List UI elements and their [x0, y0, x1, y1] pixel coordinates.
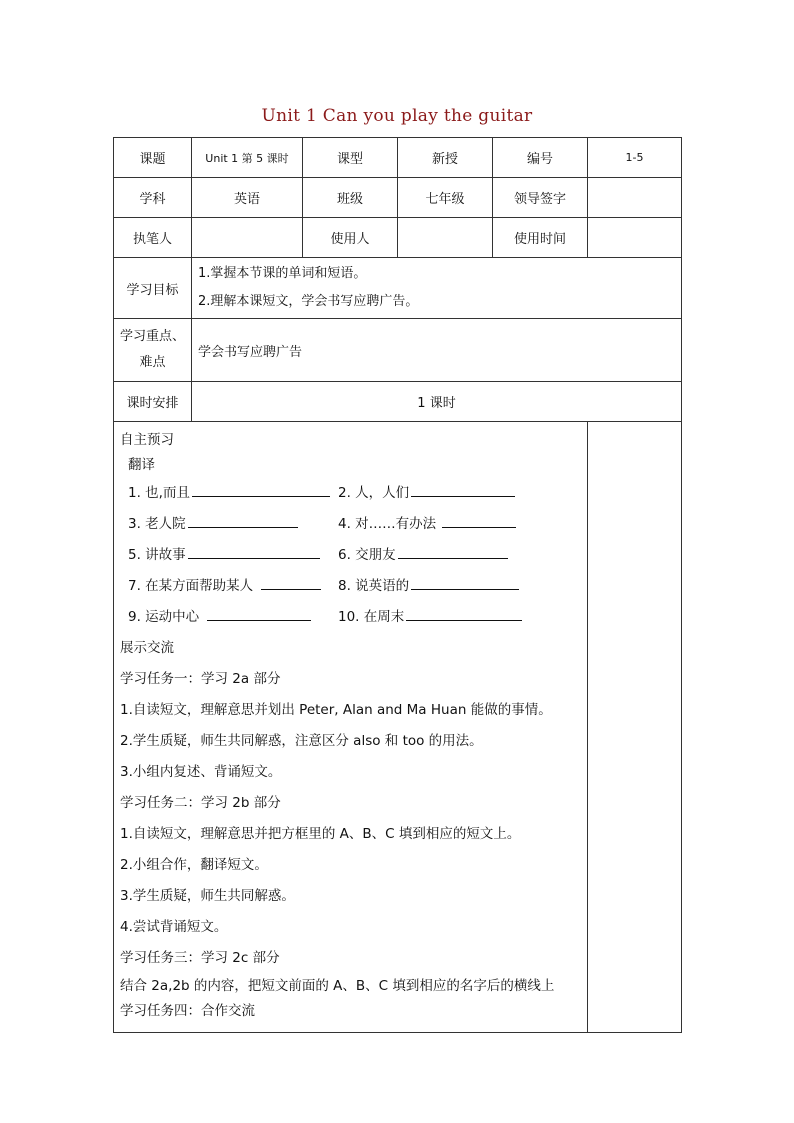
- label-user: 使用人: [303, 218, 398, 258]
- task-1-item: 1.自读短文，理解意思并划出 Peter, Alan and Ma Huan 能做的事情。: [120, 702, 552, 718]
- vocab-row: [120, 571, 581, 602]
- task-2-item: 4.尝试背诵短文。: [120, 919, 228, 935]
- answer-blank[interactable]: [261, 575, 321, 590]
- value-class: 七年级: [398, 178, 493, 218]
- vocab-item: 4. 对……有办法: [338, 516, 437, 532]
- vocab-row: [120, 478, 581, 509]
- header-row-2: [114, 178, 682, 218]
- header-row-1: [114, 138, 682, 178]
- task-2-item: 2.小组合作，翻译短文。: [120, 857, 268, 873]
- value-lesson-type: 新授: [398, 138, 493, 178]
- task-3-heading: 学习任务三：学习 2c 部分: [120, 950, 280, 966]
- vocab-item: 5. 讲故事: [128, 547, 186, 563]
- answer-blank[interactable]: [207, 606, 311, 621]
- answer-blank[interactable]: [411, 482, 515, 497]
- label-schedule: 课时安排: [114, 382, 192, 422]
- objectives-list: [192, 258, 682, 319]
- label-focus: [114, 319, 192, 382]
- body-row: [114, 422, 682, 1033]
- vocab-row: [120, 602, 581, 633]
- answer-blank[interactable]: [188, 513, 298, 528]
- label-objectives: 学习目标: [114, 258, 192, 319]
- objective-item: 1.掌握本节课的单词和短语。: [198, 266, 367, 281]
- label-lesson-type: 课型: [303, 138, 398, 178]
- answer-blank[interactable]: [442, 513, 516, 528]
- value-use-time[interactable]: [588, 218, 682, 258]
- vocab-item: 6. 交朋友: [338, 547, 396, 563]
- vocab-item: 1. 也,而且: [128, 485, 190, 501]
- label-number: 编号: [493, 138, 588, 178]
- answer-blank[interactable]: [411, 575, 519, 590]
- label-focus-line-1: 学习重点、: [119, 329, 185, 344]
- objective-item: 2.理解本课短文，学会书写应聘广告。: [198, 294, 419, 309]
- schedule-text: 1 课时: [192, 382, 682, 422]
- task-3-text: 结合 2a,2b 的内容，把短文前面的 A、B、C 填到相应的名字后的横线上: [120, 978, 555, 994]
- label-subject: 学科: [114, 178, 192, 218]
- answer-blank[interactable]: [188, 544, 320, 559]
- value-user[interactable]: [398, 218, 493, 258]
- vocab-item: 8. 说英语的: [338, 578, 410, 594]
- task-2-item: 1.自读短文，理解意思并把方框里的 A、B、C 填到相应的短文上。: [120, 826, 521, 842]
- lesson-plan-table: [113, 137, 682, 1033]
- objectives-row: [114, 258, 682, 319]
- task-2-heading: 学习任务二：学习 2b 部分: [120, 795, 281, 811]
- task-4-heading: 学习任务四：合作交流: [120, 1003, 255, 1019]
- label-topic: 课题: [114, 138, 192, 178]
- task-1-heading: 学习任务一：学习 2a 部分: [120, 671, 281, 687]
- vocab-row: [120, 509, 581, 540]
- document-title: Unit 1 Can you play the guitar: [261, 106, 533, 126]
- header-row-3: [114, 218, 682, 258]
- side-notes-column[interactable]: [588, 422, 682, 1033]
- vocab-item: 2. 人，人们: [338, 485, 410, 501]
- value-leader-signature[interactable]: [588, 178, 682, 218]
- task-1-item: 2.学生质疑，师生共同解惑，注意区分 also 和 too 的用法。: [120, 733, 483, 749]
- value-author[interactable]: [192, 218, 303, 258]
- answer-blank[interactable]: [406, 606, 522, 621]
- value-topic: Unit 1 第 5 课时: [192, 138, 303, 178]
- activity-content: [114, 422, 588, 1033]
- preview-heading: 自主预习: [120, 432, 174, 448]
- vocab-item: 9. 运动中心: [128, 609, 200, 625]
- vocab-row: [120, 540, 581, 571]
- answer-blank[interactable]: [398, 544, 508, 559]
- label-class: 班级: [303, 178, 398, 218]
- task-2-item: 3.学生质疑，师生共同解惑。: [120, 888, 295, 904]
- label-use-time: 使用时间: [493, 218, 588, 258]
- value-subject: 英语: [192, 178, 303, 218]
- answer-blank[interactable]: [192, 482, 330, 497]
- translate-heading: 翻译: [128, 457, 155, 473]
- vocab-item: 3. 老人院: [128, 516, 186, 532]
- show-heading: 展示交流: [120, 640, 174, 656]
- vocab-item: 7. 在某方面帮助某人: [128, 578, 254, 594]
- schedule-row: [114, 382, 682, 422]
- task-1-item: 3.小组内复述、背诵短文。: [120, 764, 282, 780]
- label-leader-signature: 领导签字: [493, 178, 588, 218]
- focus-text: 学会书写应聘广告: [192, 319, 682, 382]
- label-focus-line-2: 难点: [139, 355, 166, 370]
- focus-row: [114, 319, 682, 382]
- vocab-item: 10. 在周末: [338, 609, 405, 625]
- value-number: 1-5: [588, 138, 682, 178]
- label-author: 执笔人: [114, 218, 192, 258]
